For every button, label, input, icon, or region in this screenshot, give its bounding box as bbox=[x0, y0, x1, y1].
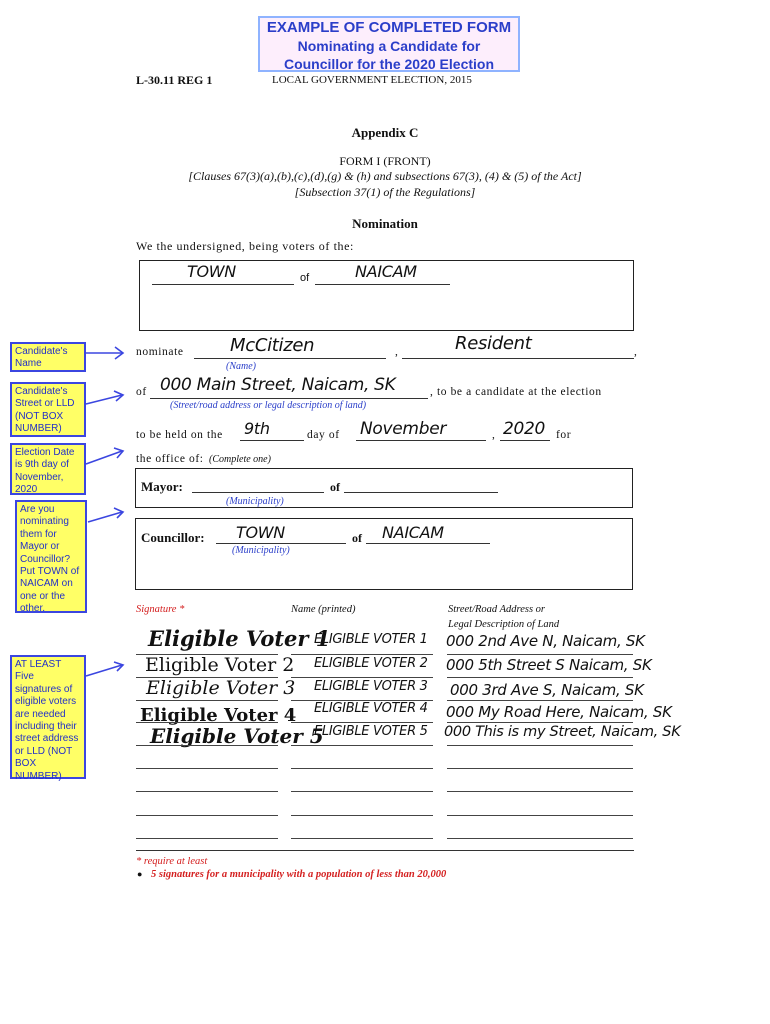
street-address-value: 000 This is my Street, Naicam, SK bbox=[444, 724, 681, 740]
of-label: of bbox=[136, 386, 147, 398]
day-value: 9th bbox=[244, 419, 270, 438]
mayor-municipality-field[interactable] bbox=[192, 478, 324, 493]
signature-value: Eligible Voter 3 bbox=[146, 677, 296, 699]
year-value: 2020 bbox=[503, 419, 546, 439]
title-line-1: EXAMPLE OF COMPLETED FORM bbox=[266, 19, 512, 36]
voters-type-value: TOWN bbox=[187, 262, 236, 281]
address-column-header-2: Legal Description of Land bbox=[448, 619, 560, 630]
printed-name-field[interactable] bbox=[291, 768, 433, 769]
signature-value: Eligible Voter 2 bbox=[145, 654, 295, 676]
address-value: 000 Main Street, Naicam, SK bbox=[160, 375, 396, 395]
title-line-3: Councillor for the 2020 Election bbox=[283, 56, 495, 72]
name-comma: , bbox=[395, 346, 399, 358]
printed-name-field[interactable] bbox=[291, 700, 433, 701]
office-caption: (Complete one) bbox=[209, 454, 271, 465]
address-caption: (Street/road address or legal description of land) bbox=[170, 400, 367, 411]
arrow-icon bbox=[86, 662, 123, 676]
mayor-municipality-caption: (Municipality) bbox=[226, 496, 284, 507]
voters-name-value: NAICAM bbox=[355, 262, 417, 281]
street-address-value: 000 My Road Here, Naicam, SK bbox=[446, 703, 672, 721]
title-line-2: Nominating a Candidate for bbox=[297, 38, 481, 54]
councillor-name-value: NAICAM bbox=[382, 523, 444, 542]
printed-name-field[interactable] bbox=[291, 722, 433, 723]
street-address-value: 000 2nd Ave N, Naicam, SK bbox=[446, 632, 645, 650]
address-field[interactable] bbox=[447, 745, 633, 746]
printed-name-field[interactable] bbox=[291, 654, 433, 655]
signature-field[interactable] bbox=[136, 815, 278, 816]
month-value: November bbox=[360, 419, 447, 439]
arrow-icon bbox=[88, 508, 123, 522]
example-title-box bbox=[258, 16, 520, 72]
printed-name-field[interactable] bbox=[291, 745, 433, 746]
councillor-of-word: of bbox=[352, 531, 362, 545]
for-label: for bbox=[556, 429, 572, 441]
arrow-icon bbox=[86, 391, 123, 404]
voters-of-word: of bbox=[300, 272, 310, 284]
address-field[interactable] bbox=[447, 677, 633, 678]
signature-column-header: Signature * bbox=[136, 604, 185, 615]
street-address-value: 000 5th Street S Naicam, SK bbox=[446, 656, 652, 674]
address-field[interactable] bbox=[447, 815, 633, 816]
printed-name-value: ELIGIBLE VOTER 2 bbox=[314, 656, 428, 671]
note-five-signatures: AT LEAST Five signatures of eligible voters are needed including their street address or LLD (NOT BOX NUMBER) bbox=[10, 655, 86, 779]
signature-value: Eligible Voter 4 bbox=[140, 705, 297, 726]
election-name: LOCAL GOVERNMENT ELECTION, 2015 bbox=[272, 74, 472, 86]
day-label: day of bbox=[307, 429, 340, 441]
printed-name-value: ELIGIBLE VOTER 1 bbox=[314, 632, 428, 647]
arrow-icon bbox=[86, 448, 123, 464]
mayor-name-field[interactable] bbox=[344, 478, 498, 493]
street-address-value: 000 3rd Ave S, Naicam, SK bbox=[450, 681, 644, 699]
name-caption: (Name) bbox=[226, 361, 256, 372]
printed-name-field[interactable] bbox=[291, 677, 433, 678]
name-end-comma: , bbox=[634, 346, 638, 358]
address-field[interactable] bbox=[447, 654, 633, 655]
mayor-label: Mayor: bbox=[141, 479, 183, 494]
held-label: to be held on the bbox=[136, 429, 223, 441]
councillor-type-value: TOWN bbox=[236, 523, 285, 542]
office-label: the office of: bbox=[136, 453, 204, 465]
bullet-icon: ● bbox=[137, 869, 143, 879]
intro-text: We the undersigned, being voters of the: bbox=[136, 239, 354, 253]
address-field[interactable] bbox=[447, 722, 633, 723]
signature-field[interactable] bbox=[136, 791, 278, 792]
clauses-text: [Clauses 67(3)(a),(b),(c),(d),(g) & (h) and subsections 67(3), (4) & (5) of the Act] bbox=[188, 169, 582, 183]
address-field[interactable] bbox=[447, 838, 633, 839]
nominate-label: nominate bbox=[136, 346, 184, 358]
printed-name-value: ELIGIBLE VOTER 4 bbox=[314, 701, 428, 716]
signature-field[interactable] bbox=[136, 745, 278, 746]
form-code: L-30.11 REG 1 bbox=[136, 73, 213, 87]
signature-field[interactable] bbox=[136, 677, 278, 678]
signature-field[interactable] bbox=[136, 700, 278, 701]
signature-field[interactable] bbox=[136, 654, 278, 655]
arrow-icon bbox=[86, 347, 123, 359]
note-candidate-street: Candidate's Street or LLD (NOT BOX NUMBER) bbox=[10, 382, 86, 437]
printed-name-value: ELIGIBLE VOTER 3 bbox=[314, 679, 428, 694]
address-field[interactable] bbox=[447, 768, 633, 769]
printed-name-field[interactable] bbox=[291, 791, 433, 792]
signature-value: Eligible Voter 5 bbox=[150, 724, 324, 748]
note-candidate-name: Candidate's Name bbox=[10, 342, 86, 372]
candidate-suffix: , to be a candidate at the election bbox=[430, 386, 602, 398]
address-field[interactable] bbox=[447, 700, 633, 701]
appendix-label: Appendix C bbox=[351, 125, 419, 140]
subsection-text: [Subsection 37(1) of the Regulations] bbox=[294, 185, 476, 199]
address-field[interactable] bbox=[447, 791, 633, 792]
candidate-first-value: McCitizen bbox=[230, 335, 315, 356]
printed-name-field[interactable] bbox=[291, 838, 433, 839]
require-footnote: * require at least bbox=[136, 856, 208, 867]
signature-field[interactable] bbox=[136, 768, 278, 769]
five-signatures-footnote: 5 signatures for a municipality with a population of less than 20,000 bbox=[151, 869, 447, 880]
councillor-municipality-caption: (Municipality) bbox=[232, 545, 290, 556]
note-election-date: Election Date is 9th day of November, 2020 bbox=[10, 443, 86, 495]
address-column-header-1: Street/Road Address or bbox=[448, 604, 546, 615]
councillor-label: Councillor: bbox=[141, 530, 205, 545]
printed-name-value: ELIGIBLE VOTER 5 bbox=[314, 724, 428, 739]
form-name: FORM I (FRONT) bbox=[339, 154, 431, 168]
mayor-of-word: of bbox=[330, 480, 340, 494]
note-mayor-or-councillor: Are you nominating them for Mayor or Councillor? Put TOWN of NAICAM on one or the other. bbox=[15, 500, 87, 613]
signature-field[interactable] bbox=[136, 838, 278, 839]
nomination-heading: Nomination bbox=[352, 216, 418, 231]
printed-name-field[interactable] bbox=[291, 815, 433, 816]
name-column-header: Name (printed) bbox=[291, 604, 356, 615]
year-comma: , bbox=[492, 429, 496, 441]
footnote-divider bbox=[136, 850, 634, 851]
candidate-last-value: Resident bbox=[455, 333, 532, 354]
signature-value: Eligible Voter 1 bbox=[148, 626, 331, 651]
signature-field[interactable] bbox=[136, 722, 278, 723]
